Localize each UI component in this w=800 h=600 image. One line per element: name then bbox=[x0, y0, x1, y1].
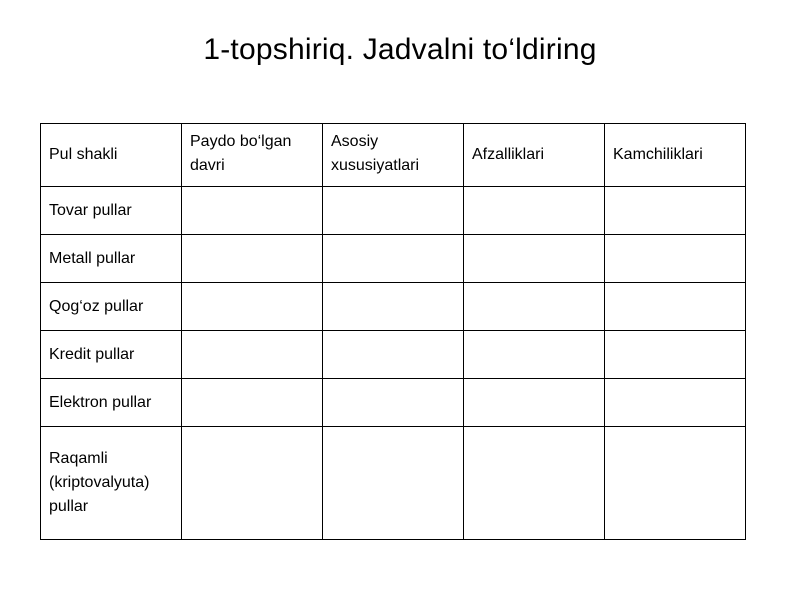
header-advantages: Afzalliklari bbox=[464, 124, 605, 187]
row-label: Tovar pullar bbox=[41, 187, 182, 235]
row-label: Metall pullar bbox=[41, 235, 182, 283]
table-cell[interactable] bbox=[464, 283, 605, 331]
table-cell[interactable] bbox=[323, 283, 464, 331]
table-row bbox=[41, 235, 746, 283]
row-label: Qog‘oz pullar bbox=[41, 283, 182, 331]
table-cell[interactable] bbox=[182, 283, 323, 331]
table-cell[interactable] bbox=[605, 427, 746, 540]
table-cell[interactable] bbox=[605, 187, 746, 235]
table-cell[interactable] bbox=[605, 283, 746, 331]
task-table bbox=[40, 123, 746, 540]
table-row bbox=[41, 379, 746, 427]
table-cell[interactable] bbox=[605, 379, 746, 427]
table-cell[interactable] bbox=[323, 331, 464, 379]
table-cell[interactable] bbox=[182, 331, 323, 379]
table-row bbox=[41, 427, 746, 540]
table-cell[interactable] bbox=[323, 235, 464, 283]
header-disadvantages: Kamchiliklari bbox=[605, 124, 746, 187]
table-cell[interactable] bbox=[182, 427, 323, 540]
row-label: Elektron pullar bbox=[41, 379, 182, 427]
table-row bbox=[41, 283, 746, 331]
table-row bbox=[41, 187, 746, 235]
table-cell[interactable] bbox=[464, 427, 605, 540]
table-cell[interactable] bbox=[323, 427, 464, 540]
row-label: Kredit pullar bbox=[41, 331, 182, 379]
table-header-row bbox=[41, 124, 746, 187]
table-cell[interactable] bbox=[323, 379, 464, 427]
table-cell[interactable] bbox=[464, 187, 605, 235]
table-cell[interactable] bbox=[464, 379, 605, 427]
row-label: Raqamli (kriptovalyuta) pullar bbox=[41, 427, 182, 540]
table-cell[interactable] bbox=[605, 235, 746, 283]
table-row bbox=[41, 331, 746, 379]
slide-title: 1-topshiriq. Jadvalni to‘ldiring bbox=[203, 33, 597, 66]
header-money-form: Pul shakli bbox=[41, 124, 182, 187]
table-cell[interactable] bbox=[182, 187, 323, 235]
header-main-features: Asosiy xususiyatlari bbox=[323, 124, 464, 187]
table-cell[interactable] bbox=[182, 379, 323, 427]
header-origin-period: Paydo bo‘lgan davri bbox=[182, 124, 323, 187]
table-cell[interactable] bbox=[605, 331, 746, 379]
table-cell[interactable] bbox=[464, 235, 605, 283]
table-cell[interactable] bbox=[464, 331, 605, 379]
table-cell[interactable] bbox=[182, 235, 323, 283]
table-cell[interactable] bbox=[323, 187, 464, 235]
